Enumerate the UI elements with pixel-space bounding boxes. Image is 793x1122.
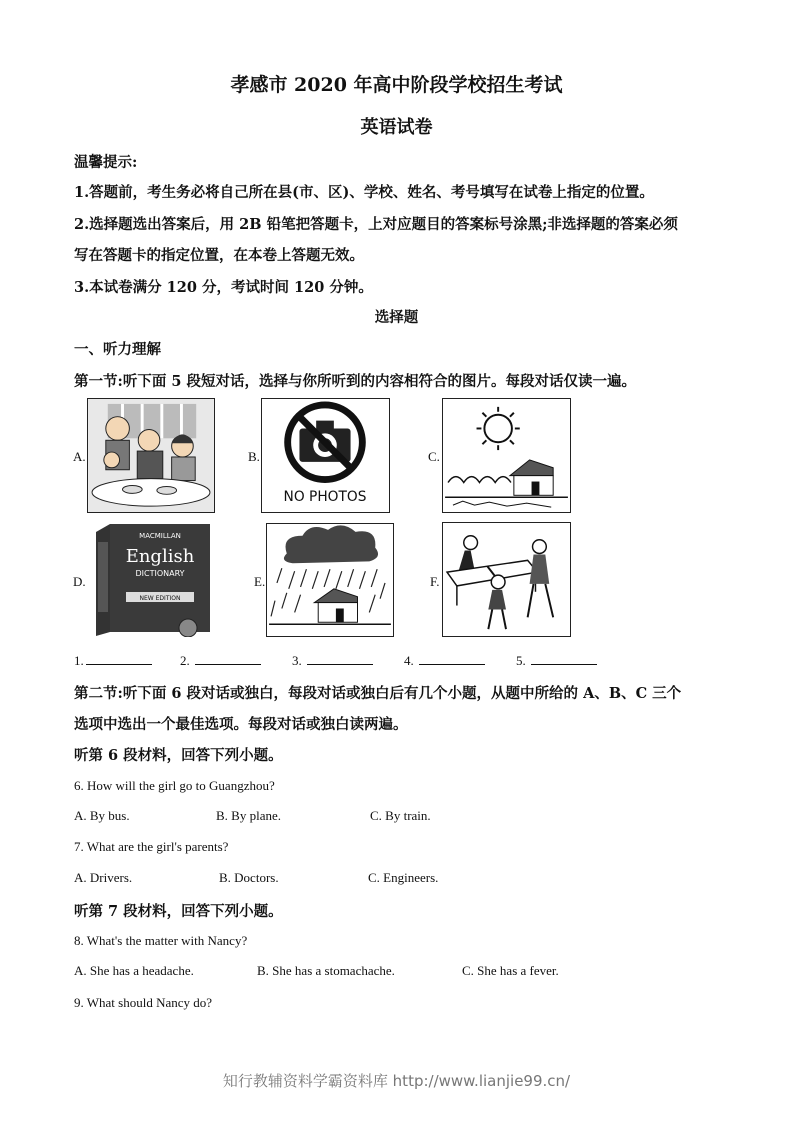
question-7: 7. What are the girl's parents? xyxy=(74,839,229,854)
family-dinner-picture xyxy=(87,398,215,513)
answer-blank-3[interactable] xyxy=(292,653,373,669)
section2-instruction-line-1: 第二节:听下面 6 段对话或独白，每段对话或独白后有几个小题，从题中所给的 A、B、C 三个 xyxy=(74,685,682,702)
tips-heading: 温馨提示: xyxy=(74,154,138,171)
part1-heading: 一、听力理解 xyxy=(74,341,161,358)
picture-letter-c: C. xyxy=(428,449,440,464)
question-6: 6. How will the girl go to Guangzhou? xyxy=(74,778,275,793)
question-9: 9. What should Nancy do? xyxy=(74,995,213,1010)
section1-instruction: 第一节:听下面 5 段短对话，选择与你所听到的内容相符合的图片。每段对话仅读一遍。 xyxy=(74,373,637,390)
book-edition-text: NEW EDITION xyxy=(139,595,181,602)
material-7-heading: 听第 7 段材料，回答下列小题。 xyxy=(74,903,283,920)
picture-letter-b: B. xyxy=(248,449,260,464)
tip-item-3: 3.本试卷满分 120 分，考试时间 120 分钟。 xyxy=(74,279,373,296)
no-photos-sign-picture xyxy=(261,398,390,513)
answer-blank-1[interactable] xyxy=(74,653,152,669)
q7-option-a[interactable]: A. Drivers. xyxy=(74,870,133,885)
tip-item-1: 1.答题前，考生务必将自己所在县(市、区)、学校、姓名、考号填写在试卷上指定的位置。 xyxy=(74,184,654,201)
footer-watermark: 知行教辅资料学霸资料库 http://www.lianjie99.cn/ xyxy=(222,1072,571,1090)
answer-blank-label: 2. xyxy=(180,653,190,668)
book-subtitle-text: DICTIONARY xyxy=(135,569,185,578)
picture-letter-e: E. xyxy=(254,574,266,589)
answer-blank-label: 5. xyxy=(516,653,526,668)
answer-blank-label: 4. xyxy=(404,653,414,668)
exam-subtitle: 英语试卷 xyxy=(360,117,433,138)
rainy-house-picture xyxy=(266,523,394,637)
sunny-house-picture xyxy=(442,398,571,513)
tip-item-2-line-2: 写在答题卡的指定位置，在本卷上答题无效。 xyxy=(74,247,364,264)
q8-option-c[interactable]: C. She has a fever. xyxy=(462,963,559,978)
q8-option-b[interactable]: B. She has a stomachache. xyxy=(257,963,395,978)
q6-option-a[interactable]: A. By bus. xyxy=(74,808,130,823)
answer-blank-2[interactable] xyxy=(180,653,261,669)
section2-instruction-line-2: 选项中选出一个最佳选项。每段对话或独白读两遍。 xyxy=(74,716,408,733)
table-tennis-picture xyxy=(442,522,571,637)
section-title: 选择题 xyxy=(374,309,419,326)
book-title-text: English xyxy=(125,546,195,567)
exam-title: 孝感市 2020 年高中阶段学校招生考试 xyxy=(230,74,563,96)
question-8: 8. What's the matter with Nancy? xyxy=(74,933,248,948)
dictionary-book-picture xyxy=(88,522,216,637)
picture-letter-a: A. xyxy=(73,449,86,464)
answer-blank-label: 3. xyxy=(292,653,302,668)
book-publisher-text: MACMILLAN xyxy=(139,532,181,540)
material-6-heading: 听第 6 段材料，回答下列小题。 xyxy=(74,747,283,764)
no-photos-caption: NO PHOTOS xyxy=(283,489,367,506)
tip-item-2-line-1: 2.选择题选出答案后，用 2B 铅笔把答题卡，上对应题目的答案标号涂黑;非选择题的答案必须 xyxy=(74,216,678,233)
answer-blank-label: 1. xyxy=(74,653,84,668)
picture-letter-d: D. xyxy=(73,574,86,589)
q7-option-c[interactable]: C. Engineers. xyxy=(368,870,439,885)
q6-option-b[interactable]: B. By plane. xyxy=(216,808,281,823)
answer-blank-5[interactable] xyxy=(516,653,597,669)
q8-option-a[interactable]: A. She has a headache. xyxy=(74,963,194,978)
q7-option-b[interactable]: B. Doctors. xyxy=(219,870,279,885)
picture-letter-f: F. xyxy=(430,574,440,589)
answer-blank-4[interactable] xyxy=(404,653,485,669)
q6-option-c[interactable]: C. By train. xyxy=(370,808,431,823)
